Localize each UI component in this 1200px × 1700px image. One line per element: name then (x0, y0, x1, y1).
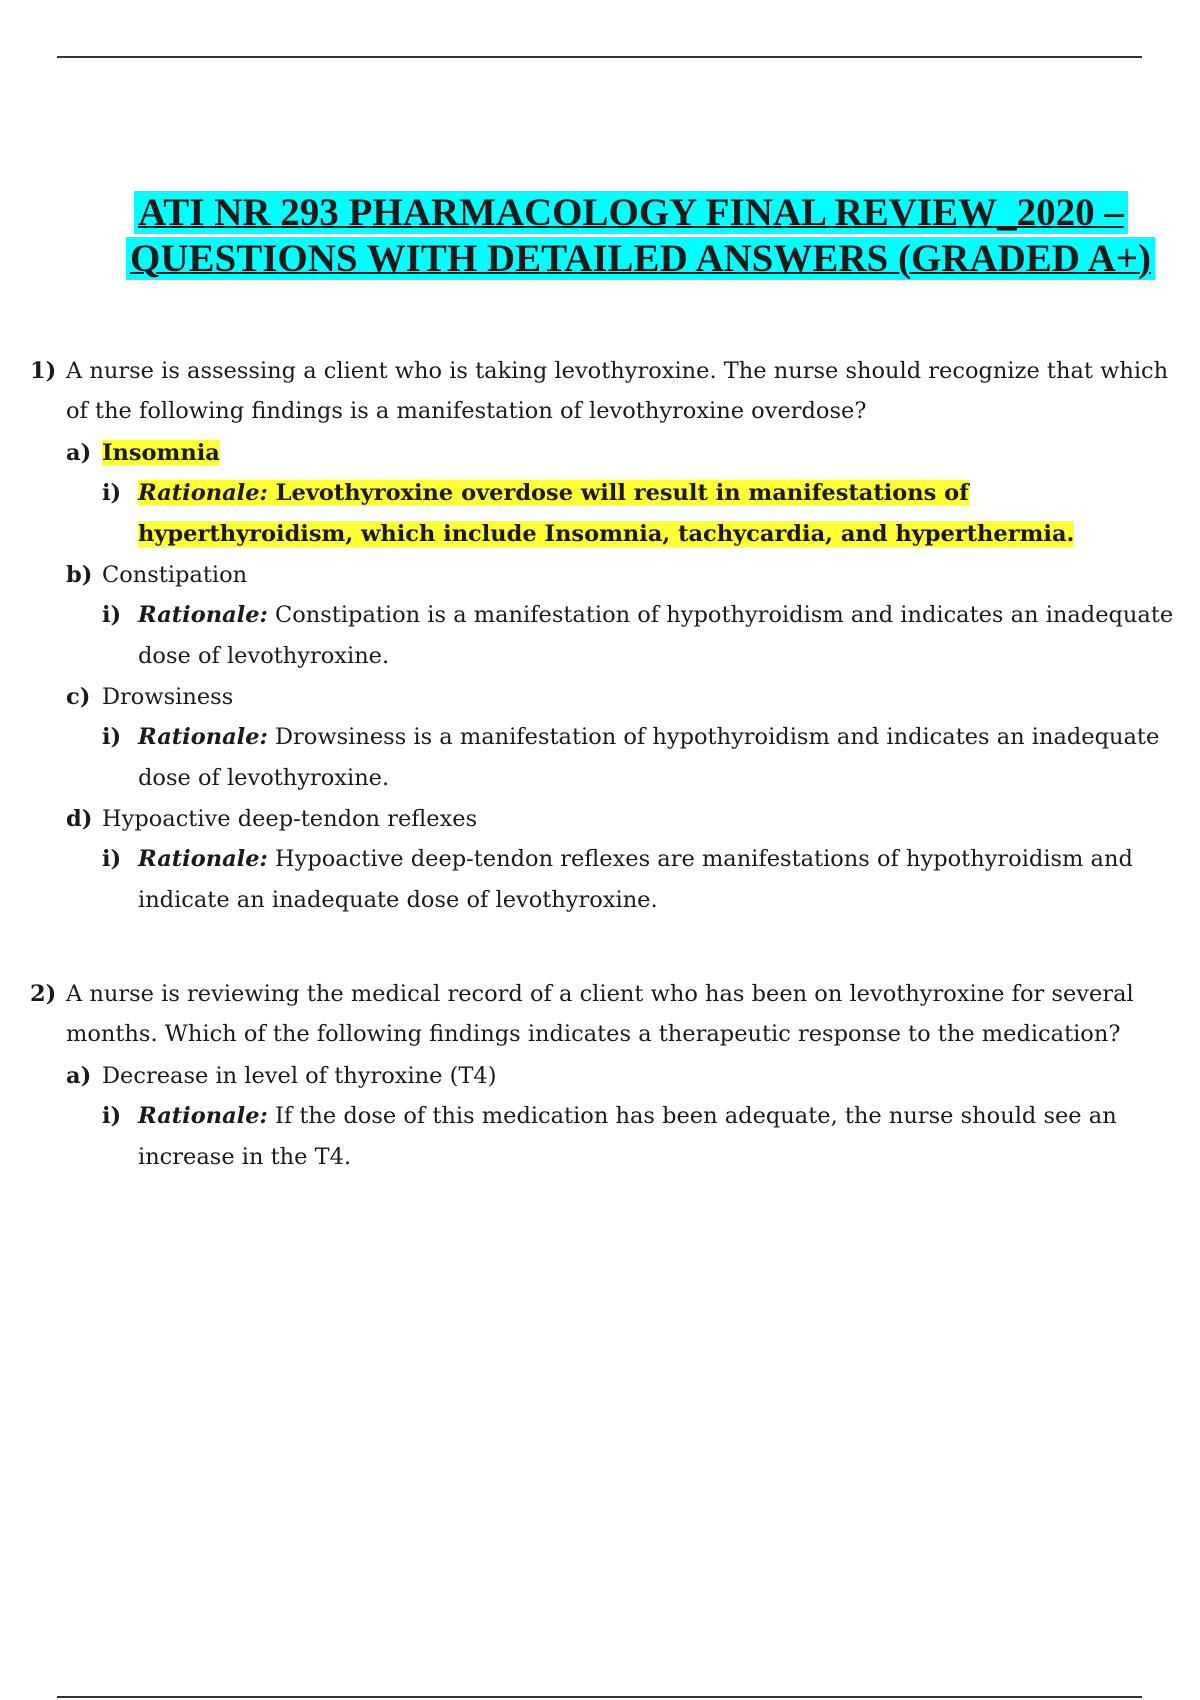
rationale-d (102, 839, 1180, 921)
rationale-a (102, 1096, 1180, 1178)
rationale-number: i) (102, 846, 122, 872)
rationale-label: Rationale: (138, 846, 268, 872)
option-text-correct: Insomnia (102, 440, 220, 466)
rationale-number: i) (102, 602, 122, 628)
rationale-label: Rationale: (138, 724, 268, 750)
option-b (66, 555, 1180, 595)
title-line-1: ATI NR 293 PHARMACOLOGY FINAL REVIEW_2020 – (134, 191, 1128, 234)
header-rule (57, 56, 1142, 58)
question-text: A nurse is assessing a client who is taking levothyroxine. The nurse should recognize that which of the following findings is a manifestation of levothyroxine overdose? (66, 358, 1169, 424)
option-a (66, 433, 1180, 473)
option-text: Drowsiness (102, 684, 234, 710)
document-title (130, 190, 1200, 282)
rationale-number: i) (102, 1103, 122, 1129)
rationale-number: i) (102, 480, 122, 506)
option-text: Constipation (102, 562, 248, 588)
question-number: 2) (30, 981, 57, 1007)
option-letter: c) (66, 684, 91, 710)
rationale-label: Rationale: (138, 602, 268, 628)
rationale-text: Levothyroxine overdose will result in manifestations of hyperthyroidism, which include Insomnia, tachycardia, and hyperthermia. (138, 480, 1075, 547)
option-c (66, 677, 1180, 717)
rationale-label: Rationale: (138, 1103, 268, 1129)
rationale-b (102, 595, 1180, 677)
rationale-number: i) (102, 724, 122, 750)
title-line-2: QUESTIONS WITH DETAILED ANSWERS (GRADED A+) (126, 237, 1155, 280)
rationale-label: Rationale: (138, 480, 268, 506)
option-text: Hypoactive deep-tendon reflexes (102, 806, 478, 832)
option-d (66, 799, 1180, 839)
option-letter: a) (66, 440, 92, 466)
rationale-text: Drowsiness is a manifestation of hypothyroidism and indicates an inadequate dose of levothyroxine. (138, 724, 1160, 791)
footer-rule (57, 1696, 1142, 1698)
option-a (66, 1056, 1180, 1096)
question-text: A nurse is reviewing the medical record of a client who has been on levothyroxine for several months. Which of the following findings indicates a therapeutic response to the medication? (66, 981, 1134, 1047)
question-number: 1) (30, 358, 57, 384)
rationale-text: If the dose of this medication has been adequate, the nurse should see an increase in the T4. (138, 1103, 1117, 1170)
rationale-a (102, 473, 1180, 555)
option-letter: b) (66, 562, 93, 588)
option-text: Decrease in level of thyroxine (T4) (102, 1063, 497, 1089)
rationale-c (102, 717, 1180, 799)
option-letter: d) (66, 806, 93, 832)
question-1 (30, 351, 1180, 921)
option-letter: a) (66, 1063, 92, 1089)
rationale-text: Constipation is a manifestation of hypothyroidism and indicates an inadequate dose of levothyroxine. (138, 602, 1174, 669)
question-2 (30, 974, 1180, 1178)
rationale-text: Hypoactive deep-tendon reflexes are manifestations of hypothyroidism and indicate an inadequate dose of levothyroxine. (138, 846, 1133, 913)
